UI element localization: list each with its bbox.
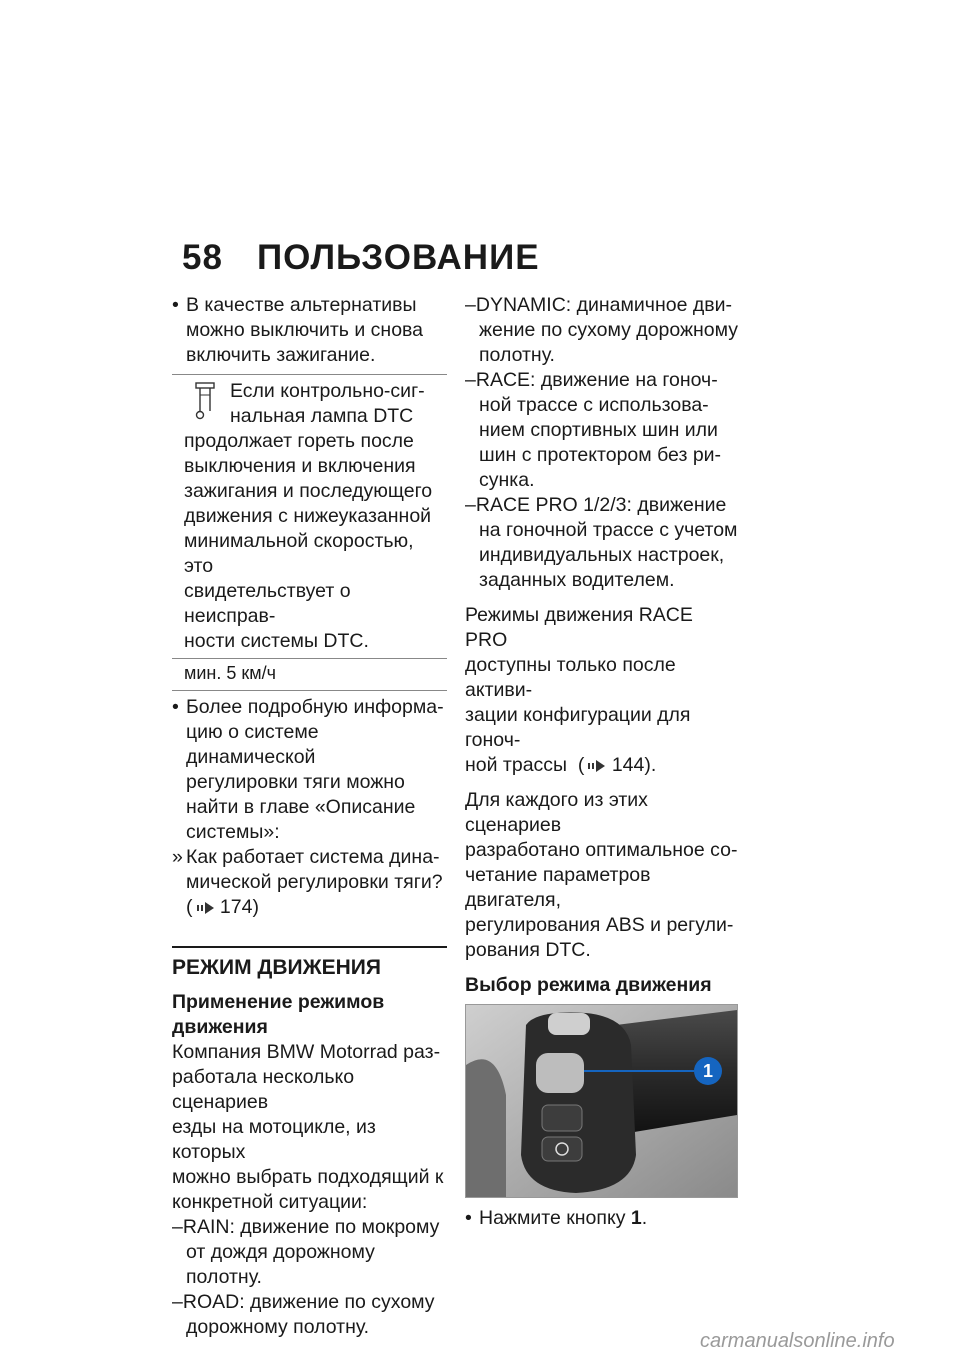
- text-line: индивидуальных настроек,: [479, 544, 725, 566]
- page-arrow-icon: [193, 901, 215, 915]
- left-column: [172, 293, 447, 1340]
- reference-page: 174): [219, 896, 259, 918]
- watermark: carmanualsonline.info: [700, 1330, 895, 1352]
- text-line: цию о системе динамической: [186, 721, 319, 768]
- text-line: [479, 1206, 740, 1231]
- text-line: Для каждого из этих сценариев: [465, 789, 648, 836]
- text-line: ROAD: движение по сухому: [182, 1291, 435, 1313]
- text-line: зации конфигурации для гоноч-: [465, 704, 691, 751]
- text-line: конкретной ситуации:: [172, 1191, 368, 1213]
- paragraph: [465, 603, 740, 778]
- step-key: 1: [630, 1207, 642, 1229]
- dash-icon: –: [465, 369, 476, 391]
- note-line: Если контрольно-сиг-: [230, 380, 425, 402]
- text-line: Более подробную информа-: [186, 696, 444, 718]
- text-line: нием спортивных шин или: [479, 419, 718, 441]
- text-line: В качестве альтернативы: [186, 294, 417, 316]
- bullet-item: [465, 1206, 740, 1231]
- text-line: шин с протектором без ри-: [479, 444, 722, 466]
- text-line: Режимы движения RACE PRO: [465, 604, 693, 651]
- note-line: ности системы DTC.: [184, 630, 369, 652]
- text-line: Компания BMW Motorrad раз-: [172, 1041, 441, 1063]
- text-line: сунка.: [479, 469, 535, 491]
- text-line: Как работает система дина-: [186, 846, 440, 868]
- paragraph: [465, 788, 740, 963]
- dash-item: [172, 1290, 447, 1340]
- text-line: ной трассе с использова-: [479, 394, 709, 416]
- chapter-title: ПОЛЬЗОВАНИЕ: [256, 238, 540, 277]
- text-line: RACE: движение на гоноч-: [475, 369, 718, 391]
- text-line: регулировки тяги можно: [186, 771, 405, 793]
- dash-icon: –: [465, 294, 476, 316]
- text-line: разработано оптимальное со-: [465, 839, 738, 861]
- text-line: RACE PRO 1/2/3: движение: [475, 494, 727, 516]
- text-line: Применение режимов: [172, 991, 385, 1013]
- dash-icon: –: [172, 1291, 183, 1313]
- text-line: заданных водителем.: [479, 569, 675, 591]
- text-line: ной трассы ( 144).: [465, 754, 657, 776]
- dash-item: [465, 368, 740, 493]
- text-line: работала несколько сценариев: [172, 1066, 355, 1113]
- text-line: RAIN: движение по мокрому: [182, 1216, 440, 1238]
- text-line: доступны только после активи-: [465, 654, 676, 701]
- text-line: можно выбрать подходящий к: [172, 1166, 444, 1188]
- min-speed-row: мин. 5 км/ч: [172, 659, 447, 691]
- subsection-title: Выбор режима движения: [465, 974, 712, 996]
- text-fragment: ной трассы: [465, 754, 568, 776]
- text-line: системы»:: [186, 821, 280, 843]
- bullet-icon: •: [172, 294, 179, 316]
- note-line: зажигания и последующего: [184, 480, 433, 502]
- note-line: выключения и включения: [184, 455, 416, 477]
- text-line: полотну.: [479, 344, 555, 366]
- text-line: включить зажигание.: [186, 344, 376, 366]
- step-end: .: [641, 1207, 648, 1229]
- text-line: рования DTC.: [465, 939, 591, 961]
- callout-number: 1: [702, 1061, 714, 1081]
- reference-marker-icon: »: [172, 846, 183, 868]
- section-title: РЕЖИМ ДВИЖЕНИЯ: [172, 946, 447, 982]
- text-line: DYNAMIC: динамичное дви-: [475, 294, 732, 316]
- paragraph: [172, 1040, 447, 1215]
- warning-lamp-icon: [194, 381, 216, 421]
- text-line: жение по сухому дорожному: [479, 319, 739, 341]
- dash-item: [172, 1215, 447, 1290]
- page-arrow-icon: [584, 759, 606, 773]
- note-line: движения с нижеуказанной: [184, 505, 432, 527]
- dash-icon: –: [172, 1216, 183, 1238]
- text-line: найти в главе «Описание: [186, 796, 416, 818]
- note-line: продолжает гореть после: [184, 430, 414, 452]
- page-reference[interactable]: 144).: [611, 754, 657, 776]
- switch-illustration: [466, 1005, 737, 1197]
- text-line: езды на мотоцикле, из которых: [172, 1116, 376, 1163]
- bullet-icon: •: [465, 1207, 472, 1229]
- page-number: 58: [182, 238, 223, 277]
- page-header: [182, 238, 540, 278]
- note-line: свидетельствует о неисправ-: [184, 580, 351, 627]
- handlebar-switch-photo: [465, 1004, 738, 1198]
- subsection-title: [172, 990, 447, 1040]
- reference-bracket: (: [186, 896, 193, 918]
- dash-item: [465, 293, 740, 368]
- text-line: можно выключить и снова: [186, 319, 424, 341]
- bullet-item: [172, 695, 447, 845]
- note-line: минимальной скоростью, это: [184, 530, 414, 577]
- page-reference[interactable]: [186, 895, 447, 920]
- dash-item: [465, 493, 740, 593]
- step-text: Нажмите кнопку: [479, 1207, 631, 1229]
- bullet-item: [172, 293, 447, 368]
- text-line: от дождя дорожному полотну.: [186, 1241, 375, 1288]
- text-line: мической регулировки тяги?: [186, 871, 443, 893]
- note-box: [172, 374, 447, 659]
- text-line: регулирования ABS и регули-: [465, 914, 734, 936]
- text-line: четание параметров двигателя,: [465, 864, 651, 911]
- note-line: нальная лампа DTC: [230, 405, 414, 427]
- text-line: на гоночной трассе с учетом: [479, 519, 738, 541]
- bullet-icon: •: [172, 696, 179, 718]
- dash-icon: –: [465, 494, 476, 516]
- text-line: дорожному полотну.: [186, 1316, 370, 1338]
- text-line: движения: [172, 1016, 268, 1038]
- cross-reference: [172, 845, 447, 920]
- right-column: [465, 293, 740, 1231]
